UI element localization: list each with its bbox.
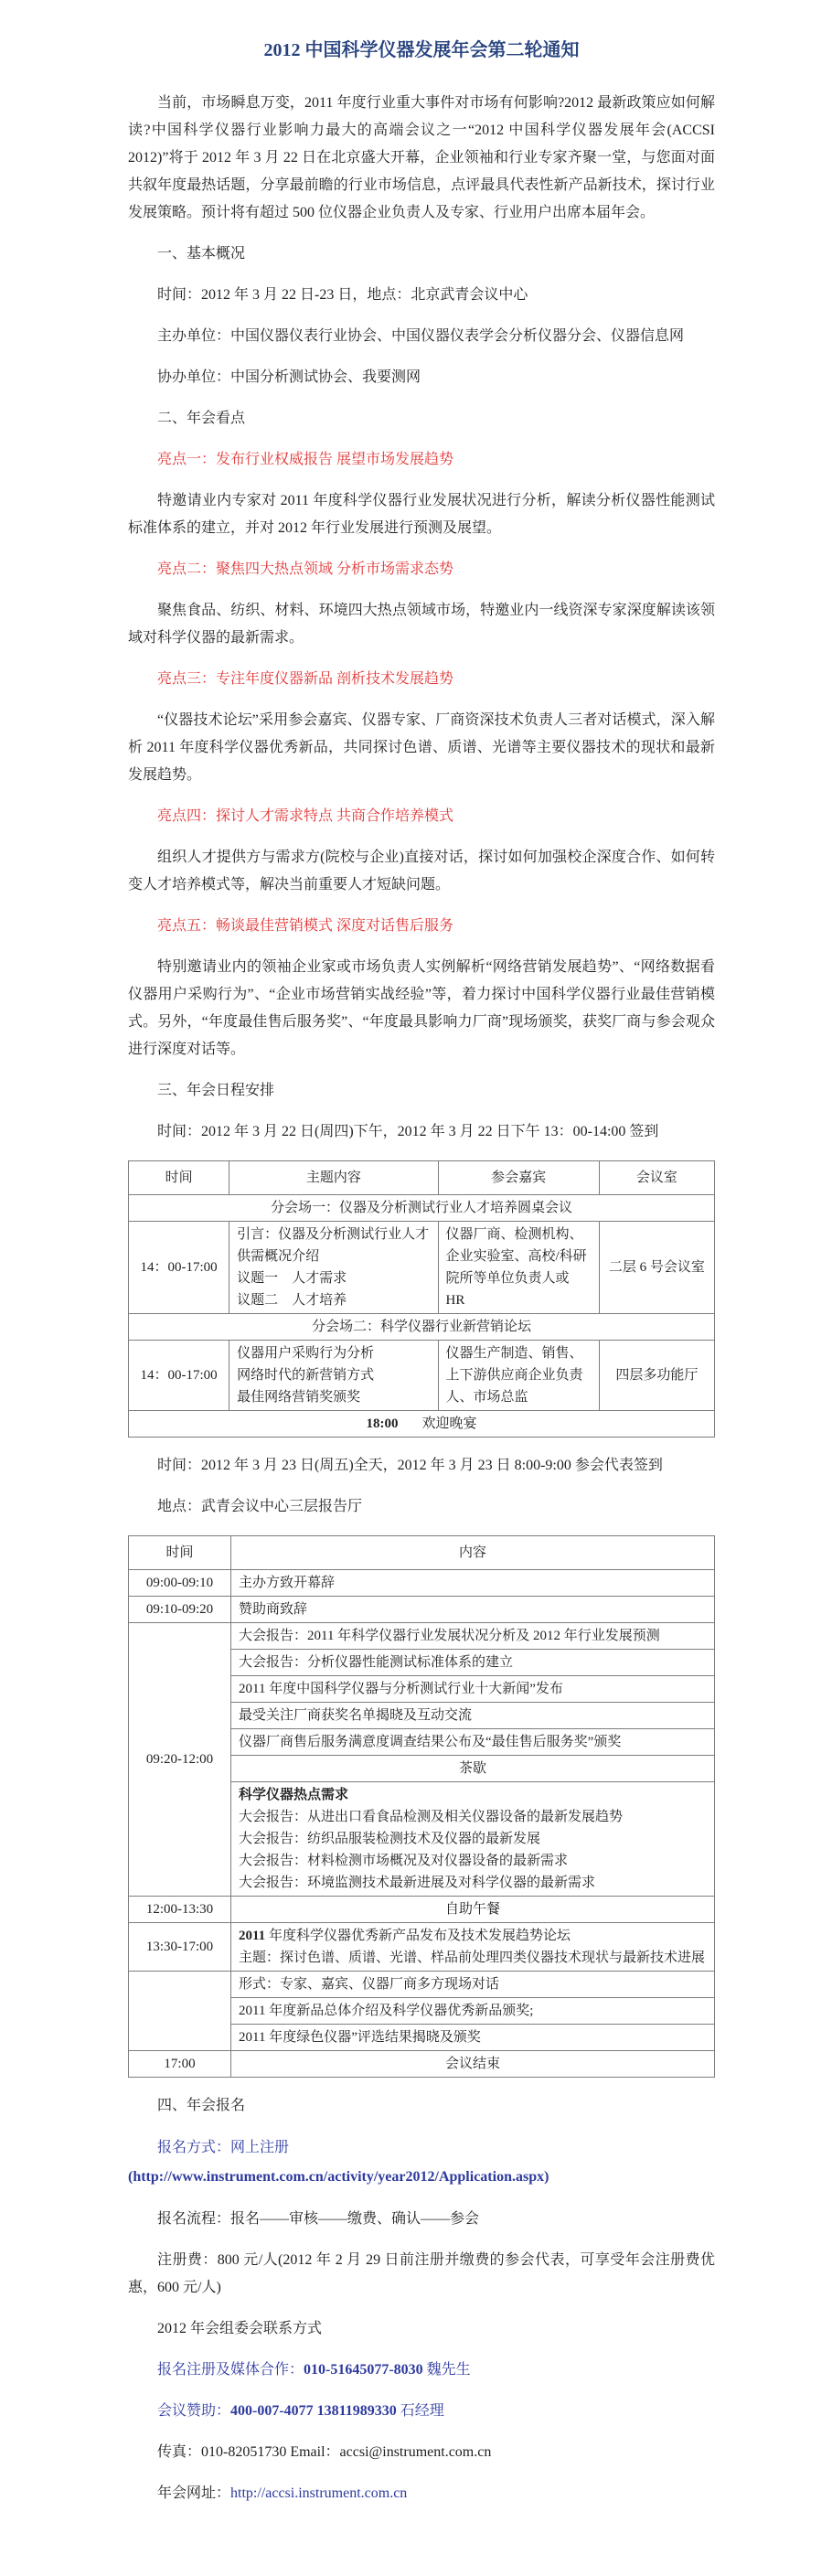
topic-line: 议题二 人才培养: [237, 1293, 347, 1308]
contact-registration-line: [128, 2357, 715, 2384]
website-label: 年会网址：: [157, 2485, 231, 2501]
contact-sponsor-line: [128, 2398, 715, 2425]
banquet-cell: [129, 1411, 715, 1438]
highlight-5-desc: 特别邀请业内的领袖企业家或市场负责人实例解析“网络营销发展趋势”、“网络数据看仪器用户采购行为”、“企业市场营销实战经验”等，着力探讨中国科学仪器行业最佳营销模式。另外，“年度最佳售后服务奖”、“年度最具影响力厂商”现场颁奖，获奖厂商与参会观众进行深度对话等。: [128, 959, 715, 1057]
banquet-row: [129, 1411, 715, 1438]
registration-url-link[interactable]: (http://www.instrument.com.cn/activity/year2012/Application.aspx): [128, 2169, 549, 2185]
day2-place-line: 地点：武青会议中心三层报告厅: [157, 1499, 363, 1514]
topic-line: 仪器用户采购行为分析: [237, 1346, 375, 1361]
session2-room-cell: 四层多功能厅: [599, 1341, 714, 1411]
highlight-2-title: 亮点二：聚焦四大热点领域 分析市场需求态势: [157, 561, 454, 577]
end-row: [129, 2051, 715, 2078]
session2-time-cell: 14：00-17:00: [129, 1341, 229, 1411]
agenda-time-cell: 09:00-09:10: [129, 1570, 231, 1597]
end-content-cell: 会议结束: [231, 2051, 715, 2078]
subforum1-row: [129, 1195, 715, 1222]
subforum2-row: [129, 1314, 715, 1341]
contact-registration-name: 魏先生: [426, 2362, 471, 2378]
highlight-5-title: 亮点五：畅谈最佳营销模式 深度对话售后服务: [157, 918, 454, 934]
highlight-4-title: 亮点四：探讨人才需求特点 共商合作培养模式: [157, 808, 454, 824]
day2-time-line: 时间：2012 年 3 月 23 日(周五)全天，2012 年 3 月 23 日 8:00-9:00 参会代表签到: [157, 1458, 663, 1473]
agenda-row: [129, 1623, 715, 1650]
forum-title-line: [239, 1925, 707, 1947]
forum-row: [129, 1923, 715, 1972]
hot-demand-item: 大会报告：材料检测市场概况及对仪器设备的最新需求: [239, 1854, 569, 1868]
highlight-2-desc: 聚焦食品、纺织、材料、环境四大热点领域市场，特邀业内一线资深专家深度解读该领域对科学仪器的最新需求。: [128, 603, 715, 646]
schedule-table-day1: [128, 1160, 715, 1438]
contact-sponsor-label: 会议赞助：: [157, 2403, 231, 2419]
lunch-time-cell: 12:00-13:30: [129, 1897, 231, 1923]
subforum2-title: 分会场二：科学仪器行业新营销论坛: [129, 1314, 715, 1341]
agenda-row: [129, 1972, 715, 1998]
agenda-content-cell: 仪器厂商售后服务满意度调查结果公布及“最佳售后服务奖”颁奖: [231, 1729, 715, 1756]
session1-room-cell: 二层 6 号会议室: [599, 1222, 714, 1314]
section-heading-highlights: 二、年会看点: [157, 411, 246, 426]
agenda-time-cell: 09:10-09:20: [129, 1597, 231, 1623]
day1-time-line: 时间：2012 年 3 月 22 日(周四)下午，2012 年 3 月 22 日下午 13：00-14:00 签到: [157, 1124, 659, 1139]
intro-paragraph: 当前，市场瞬息万变，2011 年度行业重大事件对市场有何影响?2012 最新政策应如何解读?中国科学仪器行业影响力最大的高端会议之一“2012 中国科学仪器发展年会(ACCSI 2012)”将于 2012 年 3 月 22 日在北京盛大开幕，企业领袖和行业专家齐聚一堂，与您面对面共叙年度最热话题，分享最前瞻的行业市场信息，点评最具代表性新产品新技术，探讨行业发展策略。预计将有超过 500 位仪器企业负责人及专家、行业用户出席本届年会。: [128, 95, 715, 220]
registration-method-line: 报名方式：网上注册: [157, 2140, 290, 2155]
agenda-content-cell: 2011 年度绿色仪器”评选结果揭晓及颁奖: [231, 2025, 715, 2051]
agenda-content-cell: 2011 年度新品总体介绍及科学仪器优秀新品颁奖;: [231, 1998, 715, 2025]
topic-line: 引言：仪器及分析测试行业人才供需概况介绍: [237, 1227, 430, 1264]
contact-sponsor-name: 石经理: [400, 2403, 444, 2419]
col-header-time: 时间: [129, 1536, 231, 1570]
section-heading-basic: 一、基本概况: [157, 246, 246, 262]
col-header-content: 内容: [231, 1536, 715, 1570]
hot-demand-item: 大会报告：从进出口看食品检测及相关仪器设备的最新发展趋势: [239, 1810, 624, 1824]
session1-guests-cell: 仪器厂商、检测机构、企业实验室、高校/科研院所等单位负责人或 HR: [438, 1222, 599, 1314]
page-title: 2012 中国科学仪器发展年会第二轮通知: [263, 40, 580, 60]
topic-line: 议题一 人才需求: [237, 1271, 347, 1286]
contact-registration-phone: 010-51645077-8030: [304, 2362, 423, 2378]
website-line: [128, 2480, 715, 2507]
agenda-content-cell: 大会报告：2011 年科学仪器行业发展状况分析及 2012 年行业发展预测: [231, 1623, 715, 1650]
topic-line: 最佳网络营销奖颁奖: [237, 1390, 361, 1405]
session2-topic-cell: [229, 1341, 438, 1411]
organizer-line: 主办单位：中国仪器仪表行业协会、中国仪器仪表学会分析仪器分会、仪器信息网: [157, 328, 685, 344]
col-header-room: 会议室: [599, 1161, 714, 1195]
agenda-row: [129, 1597, 715, 1623]
agenda-content-cell: 大会报告：分析仪器性能测试标准体系的建立: [231, 1650, 715, 1676]
agenda-content-cell: 形式：专家、嘉宾、仪器厂商多方现场对话: [231, 1972, 715, 1998]
agenda-content-cell: 赞助商致辞: [231, 1597, 715, 1623]
committee-heading: 2012 年会组委会联系方式: [157, 2321, 323, 2336]
agenda-content-cell: 最受关注厂商获奖名单揭晓及互动交流: [231, 1703, 715, 1729]
hot-demand-title: 科学仪器热点需求: [239, 1788, 349, 1802]
afternoon-time-cell: [129, 1972, 231, 2051]
morning-time-cell: 09:20-12:00: [129, 1623, 231, 1897]
co-organizer-line: 协办单位：中国分析测试协会、我要测网: [157, 369, 421, 385]
hot-demand-cell: [231, 1782, 715, 1897]
website-link[interactable]: http://accsi.instrument.com.cn: [230, 2485, 408, 2501]
hot-demand-item: 大会报告：纺织品服装检测技术及仪器的最新发展: [239, 1832, 541, 1846]
session2-row: [129, 1341, 715, 1411]
registration-fee-line: 注册费：800 元/人(2012 年 2 月 29 日前注册并缴费的参会代表，可享受年会注册费优惠，600 元/人): [128, 2252, 715, 2295]
hot-demand-item: 大会报告：环境监测技术最新进展及对科学仪器的最新需求: [239, 1876, 596, 1890]
session1-time-cell: 14：00-17:00: [129, 1222, 229, 1314]
lunch-content-cell: 自助午餐: [231, 1897, 715, 1923]
banquet-time: 18:00: [366, 1416, 399, 1431]
agenda-content-cell: 2011 年度中国科学仪器与分析测试行业十大新闻”发布: [231, 1676, 715, 1703]
highlight-1-desc: 特邀请业内专家对 2011 年度科学仪器行业发展状况进行分析，解读分析仪器性能测试标准体系的建立，并对 2012 年行业发展进行预测及展望。: [128, 493, 715, 536]
col-header-guests: 参会嘉宾: [438, 1161, 599, 1195]
session2-guests-cell: 仪器生产制造、销售、上下游供应商企业负责人、市场总监: [438, 1341, 599, 1411]
subforum1-title: 分会场一：仪器及分析测试行业人才培养圆桌会议: [129, 1195, 715, 1222]
registration-flow-line: 报名流程：报名——审核——缴费、确认——参会: [157, 2211, 480, 2227]
contact-sponsor-phone: 400-007-4077 13811989330: [230, 2403, 397, 2419]
banquet-label: 欢迎晚宴: [421, 1416, 477, 1431]
col-header-time: 时间: [129, 1161, 229, 1195]
agenda-content-cell: 主办方致开幕辞: [231, 1570, 715, 1597]
fax-email-line: 传真：010-82051730 Email：accsi@instrument.com.cn: [157, 2444, 492, 2460]
schedule-table-day2: [128, 1535, 715, 2078]
forum-title-year: 2011: [239, 1929, 266, 1943]
highlight-3-title: 亮点三：专注年度仪器新品 剖析技术发展趋势: [157, 671, 454, 687]
table1-header-row: [129, 1161, 715, 1195]
forum-time-cell: 13:30-17:00: [129, 1923, 231, 1972]
contact-registration-label: 报名注册及媒体合作：: [157, 2362, 304, 2378]
topic-line: 网络时代的新营销方式: [237, 1368, 375, 1383]
session1-topic-cell: [229, 1222, 438, 1314]
forum-title-rest: 年度科学仪器优秀新产品发布及技术发展趋势论坛: [265, 1929, 571, 1943]
section-heading-schedule: 三、年会日程安排: [157, 1083, 275, 1098]
highlight-3-desc: “仪器技术论坛”采用参会嘉宾、仪器专家、厂商资深技术负责人三者对话模式，深入解析 2011 年度科学仪器优秀新品，共同探讨色谱、质谱、光谱等主要仪器技术的现状和最新发展趋势。: [128, 712, 715, 783]
highlight-4-desc: 组织人才提供方与需求方(院校与企业)直接对话，探讨如何加强校企深度合作、如何转变人才培养模式等，解决当前重要人才短缺问题。: [128, 850, 715, 893]
tea-break-cell: 茶歇: [231, 1756, 715, 1782]
section-heading-registration: 四、年会报名: [157, 2098, 246, 2113]
session1-row: [129, 1222, 715, 1314]
highlight-1-title: 亮点一：发布行业权威报告 展望市场发展趋势: [157, 452, 454, 467]
forum-subject-line: 主题：探讨色谱、质谱、光谱、样品前处理四类仪器技术现状与最新技术进展: [239, 1951, 706, 1965]
col-header-topic: 主题内容: [229, 1161, 438, 1195]
basic-time-line: 时间：2012 年 3 月 22 日-23 日，地点：北京武青会议中心: [157, 287, 528, 303]
lunch-row: [129, 1897, 715, 1923]
forum-content-cell: [231, 1923, 715, 1972]
end-time-cell: 17:00: [129, 2051, 231, 2078]
table2-header-row: [129, 1536, 715, 1570]
agenda-row: [129, 1570, 715, 1597]
